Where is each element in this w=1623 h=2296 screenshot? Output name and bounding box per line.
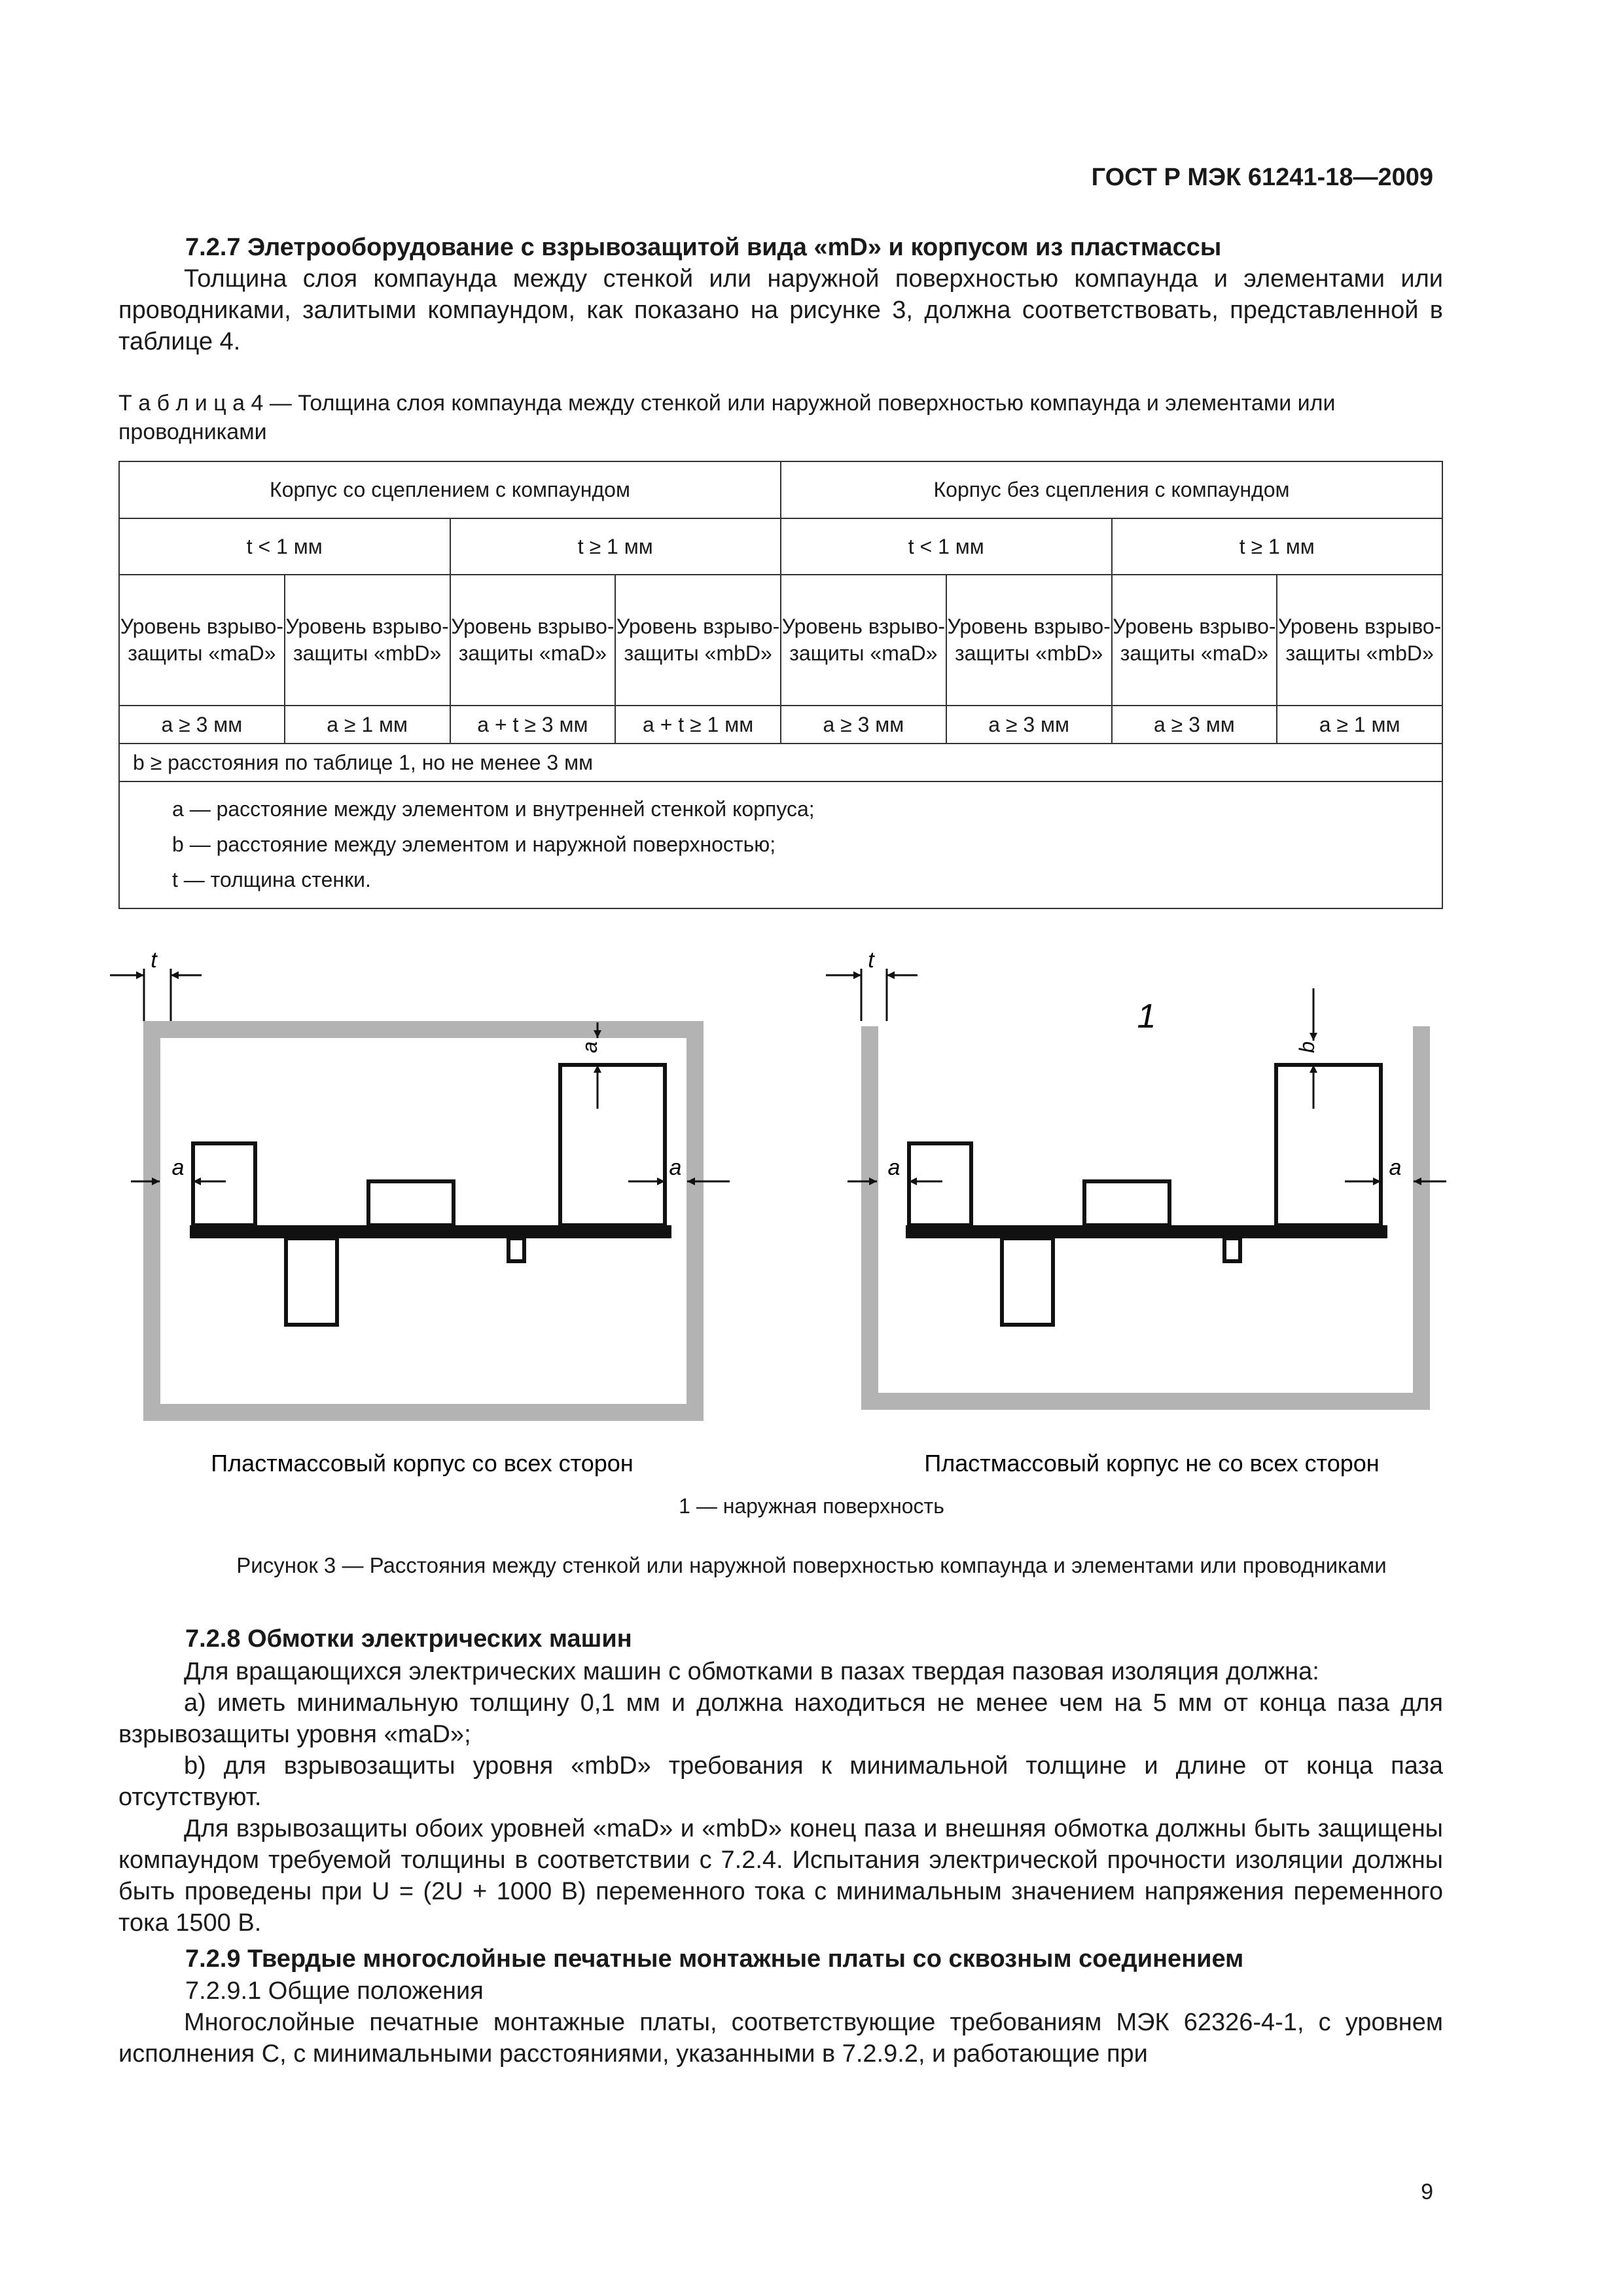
table-note: a — расстояние между элементом и внутренней стенкой корпуса;: [172, 797, 815, 821]
section-7-2-8-title: 7.2.8 Обмотки электрических машин: [185, 1625, 632, 1653]
table-value-cell: a + t ≥ 3 мм: [450, 706, 616, 744]
table-value-cell: a ≥ 3 мм: [781, 706, 946, 744]
label-a-right: a: [1389, 1155, 1402, 1180]
label-a-right: a: [669, 1155, 682, 1180]
table-level-cell: Уровень взрыво-защиты «maD»: [1112, 575, 1277, 706]
section-7-2-8-body: [118, 1656, 1443, 1939]
table-note: t — толщина стенки.: [172, 868, 371, 891]
paragraph: Для вращающихся электрических машин с обмотками в пазах твердая пазовая изоляция должна:: [184, 1658, 1319, 1685]
table-level-cell: Уровень взрыво-защиты «maD»: [119, 575, 285, 706]
figure-3-caption: Рисунок 3 — Расстояния между стенкой или наружной поверхностью компаунда и элементами или проводниками: [236, 1553, 1387, 1577]
table-value-cell: a ≥ 1 мм: [1277, 706, 1442, 744]
table-notes: [119, 781, 1442, 908]
figure-right-subcaption: Пластмассовый корпус не со всех сторон: [924, 1450, 1380, 1477]
label-b-top: b: [1295, 1041, 1319, 1053]
label-a-top: a: [578, 1041, 601, 1053]
label-a-left: a: [171, 1155, 185, 1180]
figure-3-diagram: [0, 929, 1623, 1505]
table-head-t: t < 1 мм: [781, 518, 1112, 575]
table-b-row: b ≥ расстояния по таблице 1, но не менее 3 мм: [119, 744, 1442, 781]
table-head-t: t ≥ 1 мм: [1112, 518, 1443, 575]
table-level-cell: Уровень взрыво-защиты «mbD»: [946, 575, 1112, 706]
table-caption-text: — Толщина слоя компаунда между стенкой или наружной поверхностью компаунда и элементами или проводниками: [118, 391, 1336, 444]
section-7-2-9-1-title: 7.2.9.1 Общие положения: [185, 1977, 484, 2005]
list-item-b: b) для взрывозащиты уровня «mbD» требования к минимальной толщине и длине от конца паза отсутствуют.: [118, 1752, 1443, 1811]
document-header: ГОСТ Р МЭК 61241-18—2009: [1091, 164, 1433, 191]
section-7-2-9-title: 7.2.9 Твердые многослойные печатные монтажные платы со сквозным соединением: [185, 1945, 1244, 1973]
table-value-cell: a ≥ 3 мм: [946, 706, 1112, 744]
table-head-t: t < 1 мм: [119, 518, 450, 575]
figure-right-enclosure: [826, 948, 1446, 1401]
table-level-cell: Уровень взрыво-защиты «mbD»: [615, 575, 781, 706]
table-head-t: t ≥ 1 мм: [450, 518, 781, 575]
label-outer-surface-1: 1: [1137, 997, 1156, 1035]
table-caption-label: Т а б л и ц а 4: [118, 391, 264, 416]
table-level-cell: Уровень взрыво-защиты «maD»: [450, 575, 616, 706]
table-level-cell: Уровень взрыво-защиты «maD»: [781, 575, 946, 706]
paragraph: Для взрывозащиты обоих уровней «maD» и «mbD» конец паза и внешняя обмотка должны быть защищены компаундом требуемой толщины в соответствии с 7.2.4. Испытания электрической прочности изоляции должны быть проведены при U = (2U + 1000 В) переменного тока с минимальным значением напряжения переменного тока 1500 В.: [118, 1815, 1443, 1937]
table-note: b — расстояние между элементом и наружной поверхностью;: [172, 833, 776, 856]
section-7-2-9-1-text: Многослойные печатные монтажные платы, соответствующие требованиям МЭК 62326-4-1, с уровнем исполнения С, с минимальными расстояниями, указанными в 7.2.9.2, и работающие при: [118, 2009, 1443, 2068]
table-value-cell: a ≥ 3 мм: [119, 706, 285, 744]
table-level-cell: Уровень взрыво-защиты «mbD»: [1277, 575, 1442, 706]
table-head-unbonded: Корпус без сцепления с компаундом: [781, 461, 1442, 518]
label-t-left: t: [151, 948, 157, 973]
figure-left-enclosure: [110, 948, 730, 1412]
table-level-cell: Уровень взрыво-защиты «mbD»: [285, 575, 450, 706]
label-t-right: t: [868, 948, 874, 973]
table-value-cell: a + t ≥ 1 мм: [615, 706, 781, 744]
label-a-left: a: [887, 1155, 901, 1180]
figure-left-subcaption: Пластмассовый корпус со всех сторон: [211, 1450, 633, 1477]
table-value-cell: a ≥ 3 мм: [1112, 706, 1277, 744]
section-7-2-7-title: 7.2.7 Элетрооборудование с взрывозащитой вида «mD» и корпусом из пластмассы: [185, 234, 1222, 261]
section-7-2-7-text: Толщина слоя компаунда между стенкой или наружной поверхностью компаунда и элементами или проводниками, залитыми компаундом, как показано на рисунке 3, должна соответствовать, представленной в таблице 4.: [118, 265, 1443, 355]
table-value-cell: a ≥ 1 мм: [285, 706, 450, 744]
table-head-bonded: Корпус со сцеплением с компаундом: [119, 461, 781, 518]
figure-3-legend: 1 — наружная поверхность: [679, 1494, 944, 1518]
page-number: 9: [1421, 2179, 1433, 2204]
table-4-caption: [118, 389, 1443, 446]
table-4: [118, 461, 1443, 909]
list-item-a: а) иметь минимальную толщину 0,1 мм и должна находиться не менее чем на 5 мм от конца паза для взрывозащиты уровня «maD»;: [118, 1689, 1443, 1748]
